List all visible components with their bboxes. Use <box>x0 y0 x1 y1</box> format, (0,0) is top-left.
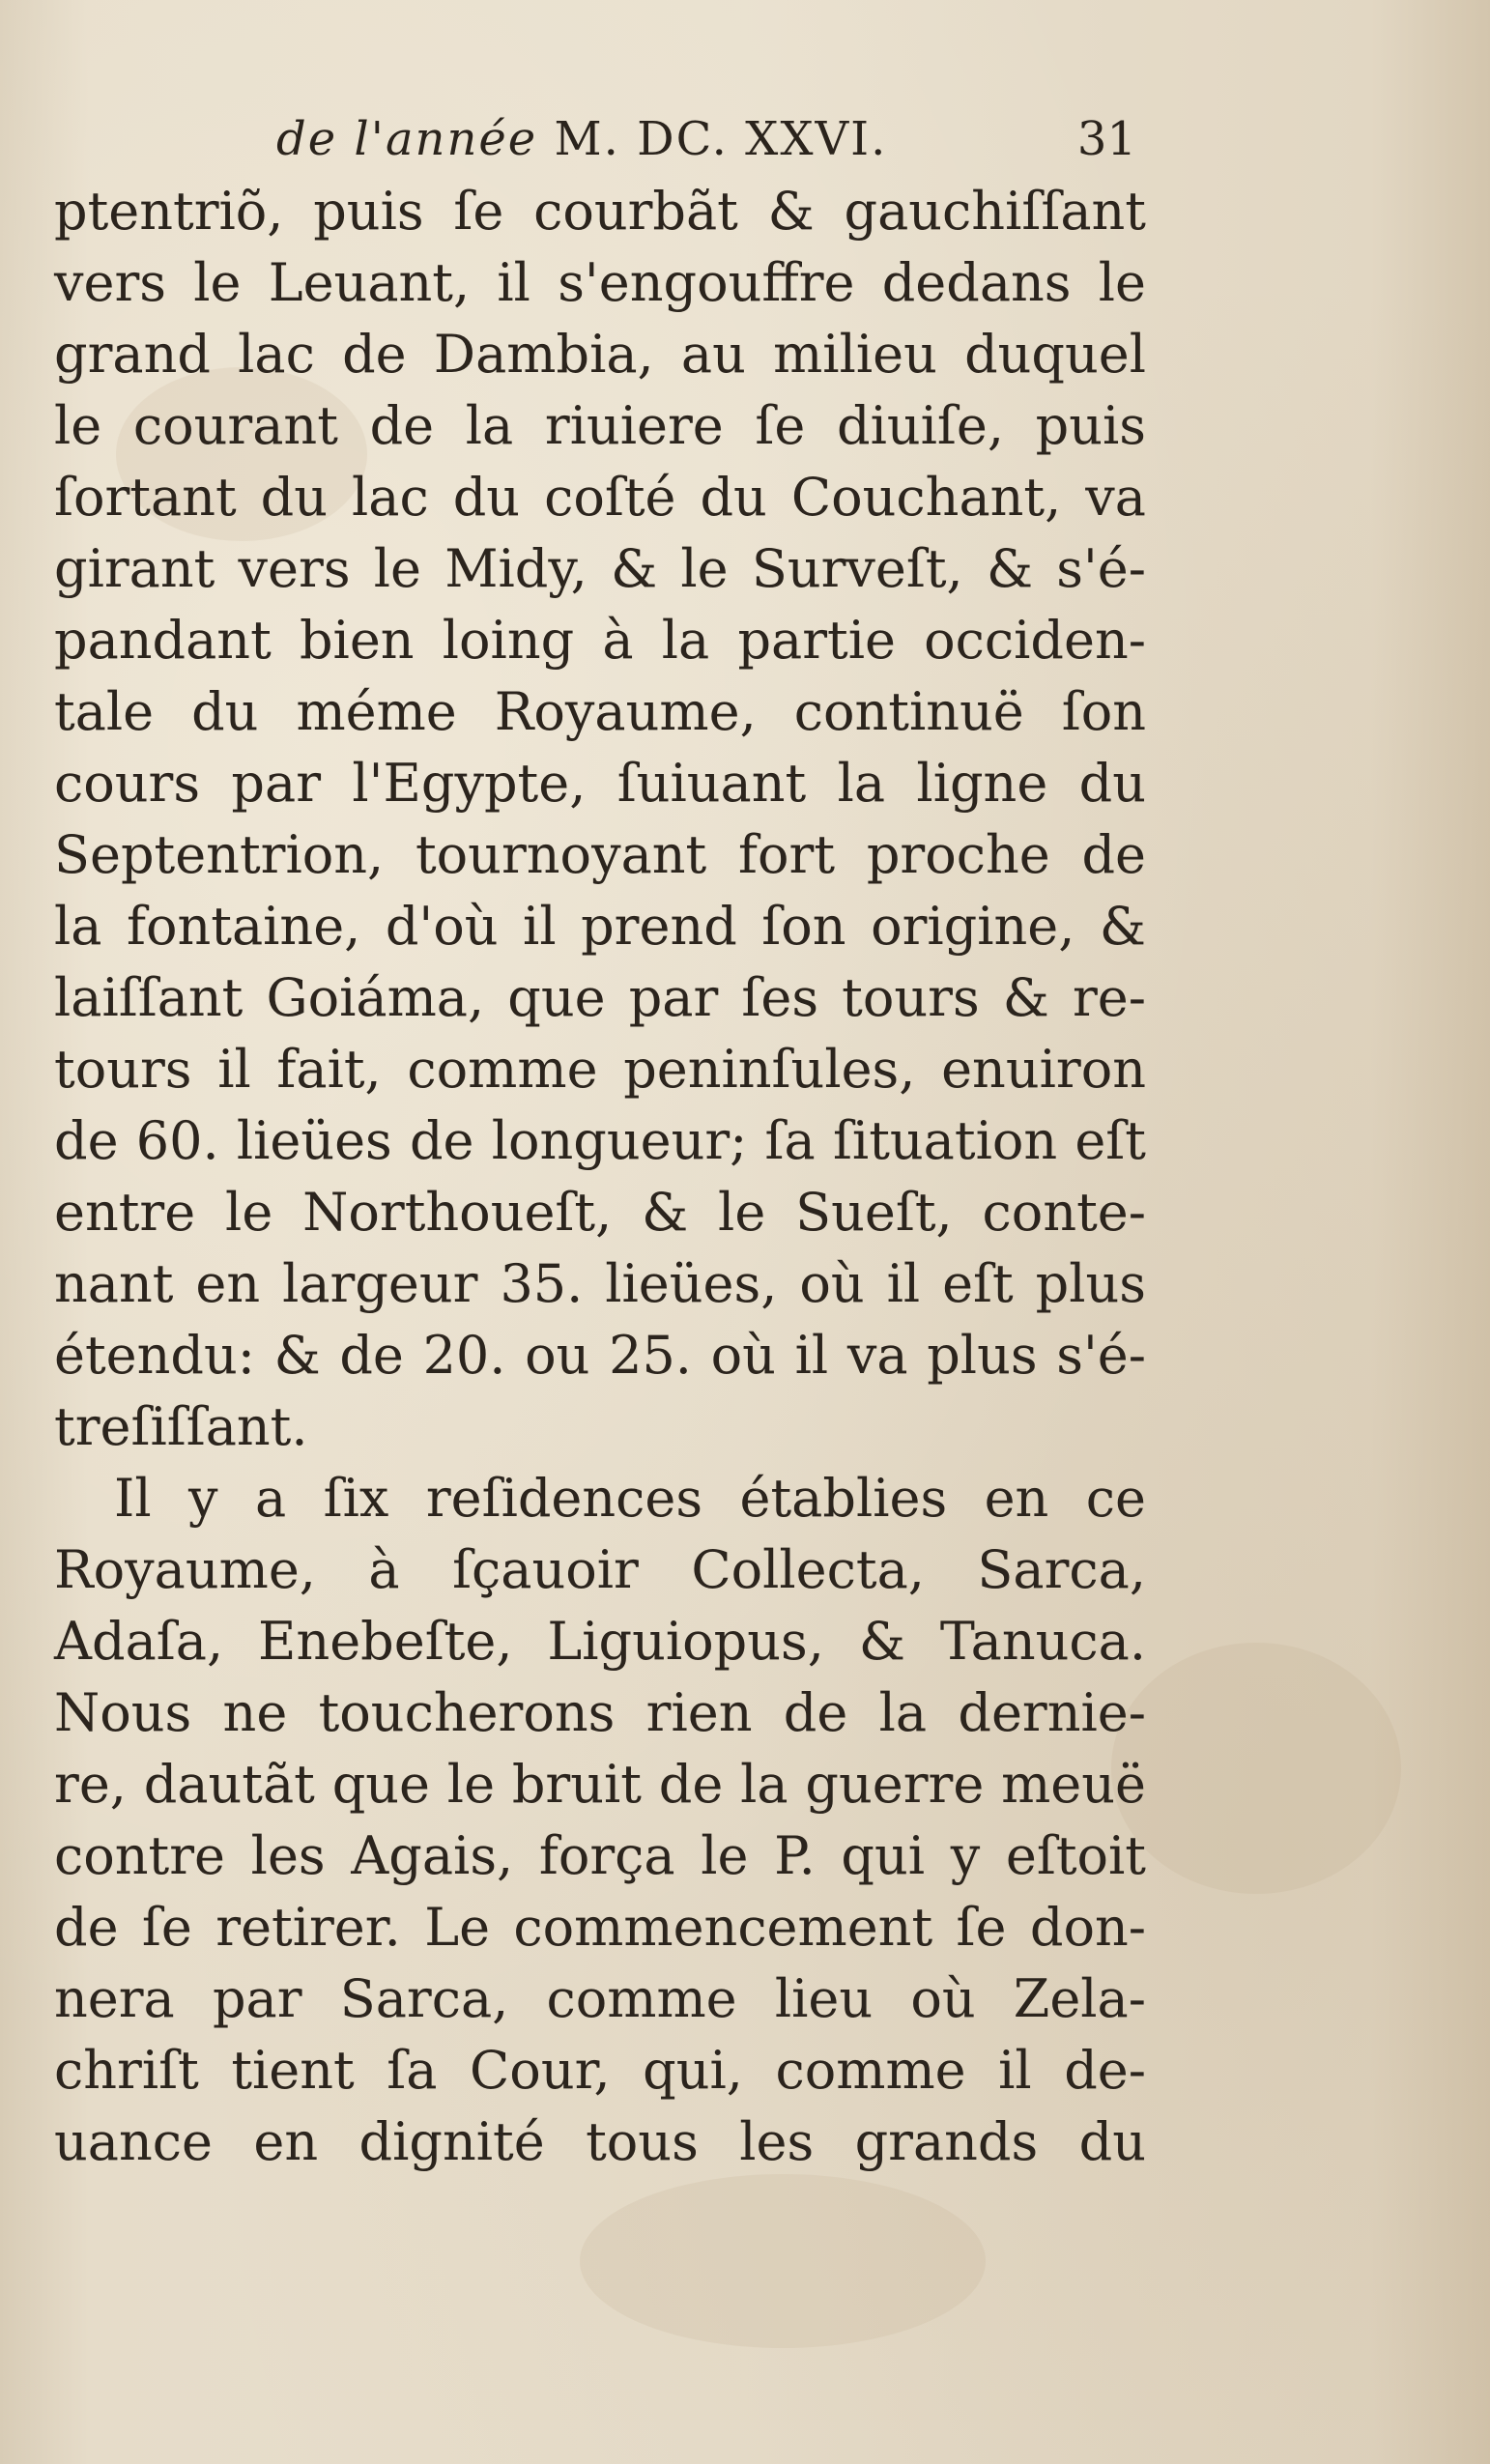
text-line: nant en largeur 35. lieües, où il eſt plus <box>54 1253 1146 1314</box>
text-line: Septentrion, tournoyant fort proche de <box>54 824 1146 885</box>
text-line: chriſt tient ſa Cour, qui, comme il de- <box>54 2040 1146 2101</box>
text-line: de ſe retirer. Le commencement ſe don- <box>54 1897 1146 1958</box>
paper-stain <box>580 2174 986 2348</box>
text-line: vers le Leuant, il s'engouffre dedans le <box>54 252 1146 313</box>
text-line: nera par Sarca, comme lieu où Zela- <box>54 1968 1146 2029</box>
text-line: ſortant du lac du coſté du Couchant, va <box>54 467 1146 528</box>
text-line: girant vers le Midy, & le Surveſt, & s'é- <box>54 538 1146 599</box>
text-line: laiſſant Goiáma, que par ſes tours & re- <box>54 967 1146 1028</box>
running-title-year: M. DC. XXVI. <box>554 112 888 166</box>
paper-stain <box>1111 1643 1401 1894</box>
text-line: cours par l'Egypte, ſuiuant la ligne du <box>54 753 1146 814</box>
text-line: tale du méme Royaume, continuë ſon <box>54 681 1146 742</box>
text-line: de 60. lieües de longueur; ſa ſituation eſt <box>54 1110 1146 1171</box>
text-line: tours il fait, comme peninſules, enuiron <box>54 1039 1146 1100</box>
text-line: re, dautãt que le bruit de la guerre meuë <box>54 1754 1146 1815</box>
text-line: treſiſſant. <box>54 1396 308 1457</box>
text-line: entre le Northoueſt, & le Sueſt, conte- <box>54 1182 1146 1243</box>
running-header <box>276 108 1136 180</box>
text-line: contre les Agais, força le P. qui y eſtoit <box>54 1825 1146 1886</box>
text-line: pandant bien loing à la partie occiden- <box>54 610 1146 671</box>
page-number: 31 <box>1076 112 1136 166</box>
text-line: le courant de la riuiere ſe diuiſe, puis <box>54 395 1146 456</box>
text-line: uance en dignité tous les grands du <box>54 2111 1146 2172</box>
text-line: Royaume, à ſçauoir Collecta, Sarca, <box>54 1539 1146 1600</box>
text-line: Nous ne toucherons rien de la dernie- <box>54 1682 1146 1743</box>
body-text <box>54 176 1146 2178</box>
paragraph-start-line: Il y a ſix reſidences établies en ce <box>114 1468 1146 1529</box>
text-line: étendu: & de 20. ou 25. où il va plus s'é- <box>54 1325 1146 1386</box>
text-line: grand lac de Dambia, au milieu duquel <box>54 324 1146 385</box>
running-title <box>276 112 887 166</box>
text-line: ptentriõ, puis ſe courbãt & gauchiſſant <box>54 181 1146 242</box>
running-title-italic: de l'année <box>276 112 538 166</box>
text-line: Adaſa, Enebeſte, Liguiopus, & Tanuca. <box>54 1611 1146 1672</box>
text-line: la fontaine, d'où il prend ſon origine, & <box>54 896 1146 957</box>
